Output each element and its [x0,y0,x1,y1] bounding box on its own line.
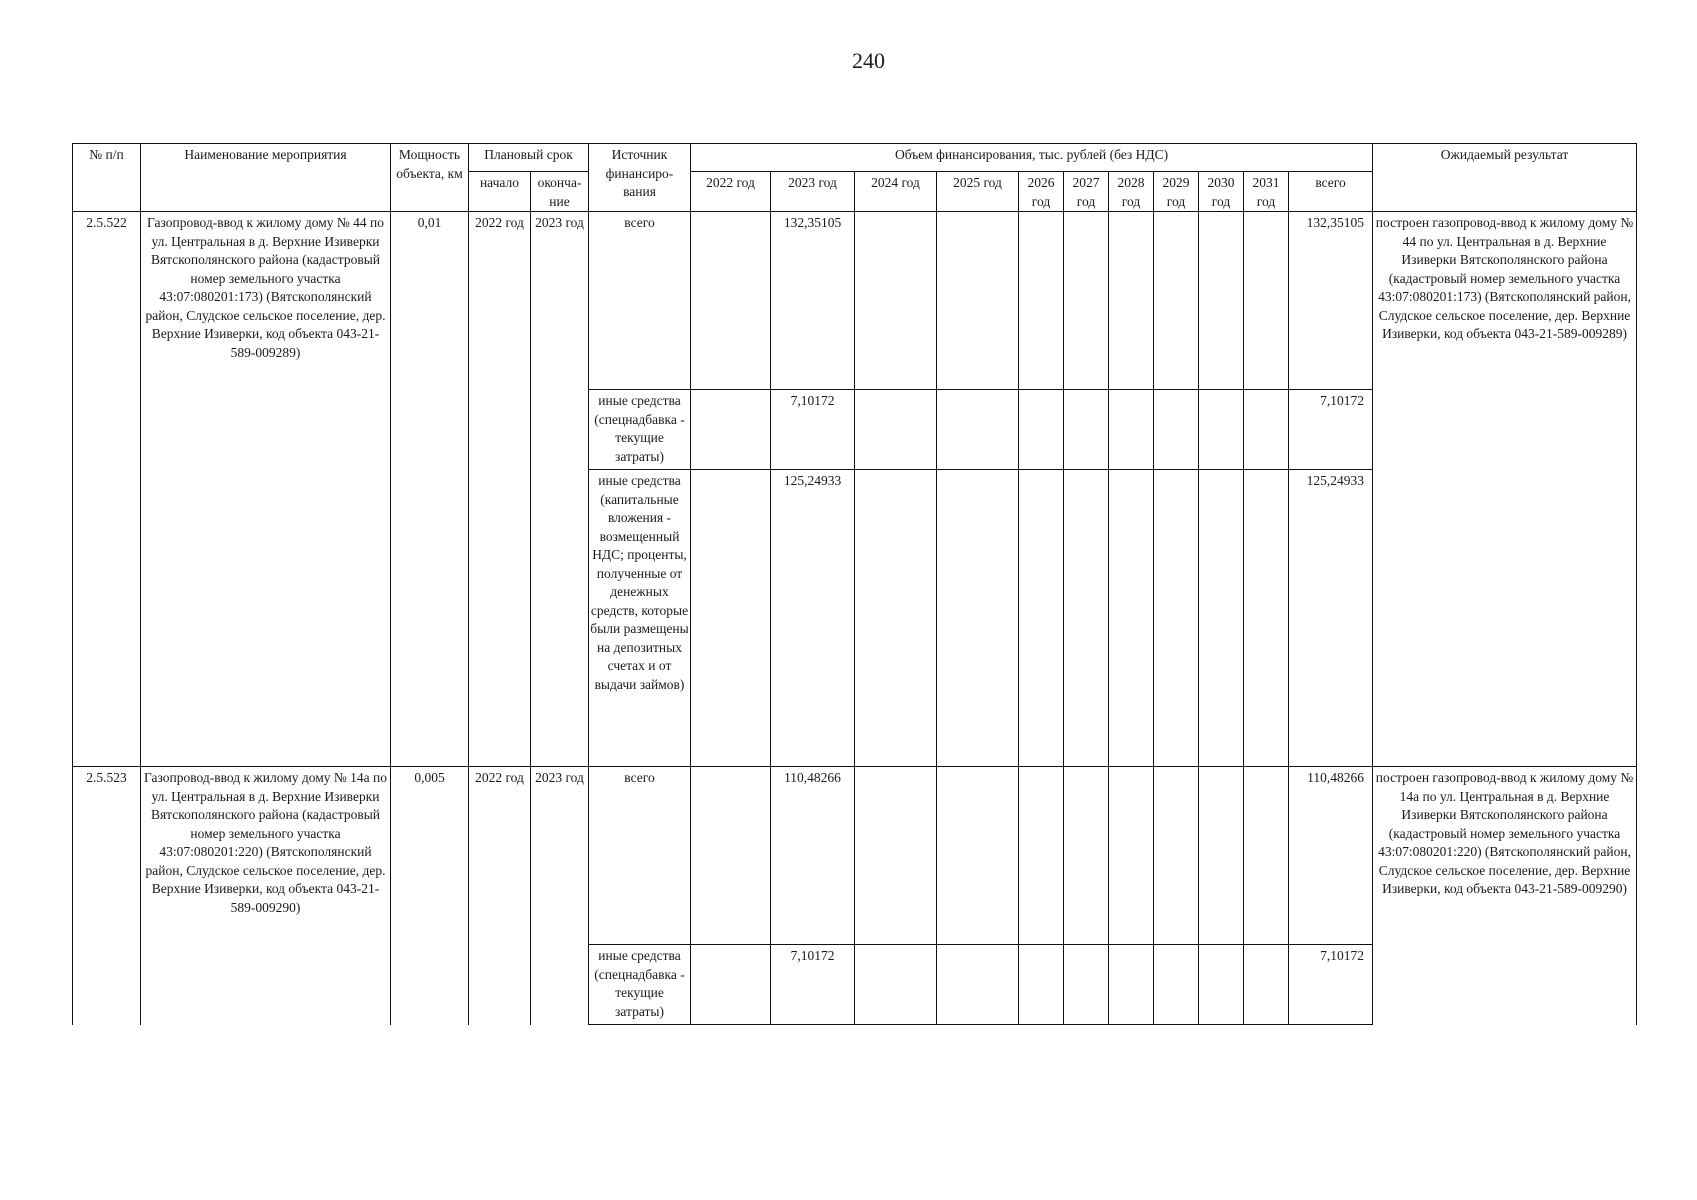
cell-total: 7,10172 [1289,390,1373,470]
header-end: оконча-ние [531,172,589,212]
cell-2029 [1154,945,1199,1025]
cell-2026 [1019,470,1064,767]
cell-2028 [1109,767,1154,945]
cell-2023: 7,10172 [771,945,855,1025]
header-start: начало [469,172,531,212]
cell-2026 [1019,212,1064,390]
cell-2031 [1244,767,1289,945]
cell-2029 [1154,212,1199,390]
header-name: Наименование мероприятия [141,144,391,212]
cell-2030 [1199,767,1244,945]
header-year: 2026 год [1019,172,1064,212]
row-source: иные средства (капитальные вложения - возмещенный НДС; проценты, полученные от денежных средств, которые были размещены на депозитных счетах и от выдачи займов) [589,470,691,767]
cell-2027 [1064,390,1109,470]
cell-2030 [1199,470,1244,767]
header-num: № п/п [73,144,141,212]
header-year: 2022 год [691,172,771,212]
cell-2023: 132,35105 [771,212,855,390]
cell-2030 [1199,945,1244,1025]
row-start: 2022 год [469,212,531,767]
cell-2024 [855,390,937,470]
cell-2031 [1244,945,1289,1025]
cell-2023: 110,48266 [771,767,855,945]
cell-2031 [1244,390,1289,470]
cell-2027 [1064,212,1109,390]
row-result: построен газопровод-ввод к жилому дому № 14а по ул. Центральная в д. Верхние Изиверки Вятскополянского района (кадастровый номер земельного участка 43:07:080201:220) (Вятскополянский район, Слудское сельское поселение, дер. Верхние Изиверки, код объекта 043-21-589-009290) [1373,767,1637,1025]
cell-2023: 7,10172 [771,390,855,470]
cell-2030 [1199,390,1244,470]
table-row [73,767,1637,945]
header-year: 2029 год [1154,172,1199,212]
cell-2029 [1154,767,1199,945]
row-source: иные средства (спецнадбавка - текущие затраты) [589,945,691,1025]
cell-2028 [1109,390,1154,470]
cell-2028 [1109,212,1154,390]
cell-total: 7,10172 [1289,945,1373,1025]
cell-2027 [1064,470,1109,767]
header-year: 2030 год [1199,172,1244,212]
cell-2022 [691,945,771,1025]
funding-table [72,143,1637,1025]
row-source: всего [589,212,691,390]
row-capacity: 0,01 [391,212,469,767]
cell-2026 [1019,945,1064,1025]
cell-2024 [855,767,937,945]
header-year: 2031 год [1244,172,1289,212]
cell-2025 [937,470,1019,767]
cell-2028 [1109,470,1154,767]
cell-2027 [1064,945,1109,1025]
page-number: 240 [852,48,885,73]
cell-2029 [1154,470,1199,767]
header-result: Ожидаемый результат [1373,144,1637,212]
cell-total: 132,35105 [1289,212,1373,390]
header-funding: Объем финансирования, тыс. рублей (без НДС) [691,144,1373,172]
header-year: 2025 год [937,172,1019,212]
row-num: 2.5.522 [73,212,141,767]
cell-2027 [1064,767,1109,945]
header-total: всего [1289,172,1373,212]
row-name: Газопровод-ввод к жилому дому № 44 по ул. Центральная в д. Верхние Изиверки Вятскополянского района (кадастровый номер земельного участка 43:07:080201:173) (Вятскополянский район, Слудское сельское поселение, дер. Верхние Изиверки, код объекта 043-21-589-009289) [141,212,391,767]
row-source: иные средства (спецнадбавка - текущие затраты) [589,390,691,470]
row-result: построен газопровод-ввод к жилому дому № 44 по ул. Центральная в д. Верхние Изиверки Вятскополянского района (кадастровый номер земельного участка 43:07:080201:173) (Вятскополянский район, Слудское сельское поселение, дер. Верхние Изиверки, код объекта 043-21-589-009289) [1373,212,1637,767]
row-num: 2.5.523 [73,767,141,1025]
cell-2022 [691,470,771,767]
row-name: Газопровод-ввод к жилому дому № 14а по ул. Центральная в д. Верхние Изиверки Вятскополянского района (кадастровый номер земельного участка 43:07:080201:220) (Вятскополянский район, Слудское сельское поселение, дер. Верхние Изиверки, код объекта 043-21-589-009290) [141,767,391,1025]
cell-2025 [937,390,1019,470]
cell-2024 [855,945,937,1025]
cell-total: 110,48266 [1289,767,1373,945]
row-end: 2023 год [531,767,589,1025]
cell-2025 [937,767,1019,945]
cell-2030 [1199,212,1244,390]
table-row [73,212,1637,390]
cell-total: 125,24933 [1289,470,1373,767]
cell-2022 [691,767,771,945]
cell-2023: 125,24933 [771,470,855,767]
row-end: 2023 год [531,212,589,767]
cell-2022 [691,212,771,390]
header-year: 2023 год [771,172,855,212]
header-year: 2027 год [1064,172,1109,212]
row-source: всего [589,767,691,945]
header-source: Источник финансиро-вания [589,144,691,212]
header-year: 2028 год [1109,172,1154,212]
cell-2029 [1154,390,1199,470]
cell-2026 [1019,767,1064,945]
header-year: 2024 год [855,172,937,212]
row-capacity: 0,005 [391,767,469,1025]
cell-2031 [1244,470,1289,767]
cell-2031 [1244,212,1289,390]
cell-2024 [855,470,937,767]
cell-2022 [691,390,771,470]
header-capacity: Мощность объекта, км [391,144,469,212]
cell-2026 [1019,390,1064,470]
cell-2024 [855,212,937,390]
row-start: 2022 год [469,767,531,1025]
cell-2025 [937,212,1019,390]
header-planned-term: Плановый срок [469,144,589,172]
cell-2028 [1109,945,1154,1025]
cell-2025 [937,945,1019,1025]
